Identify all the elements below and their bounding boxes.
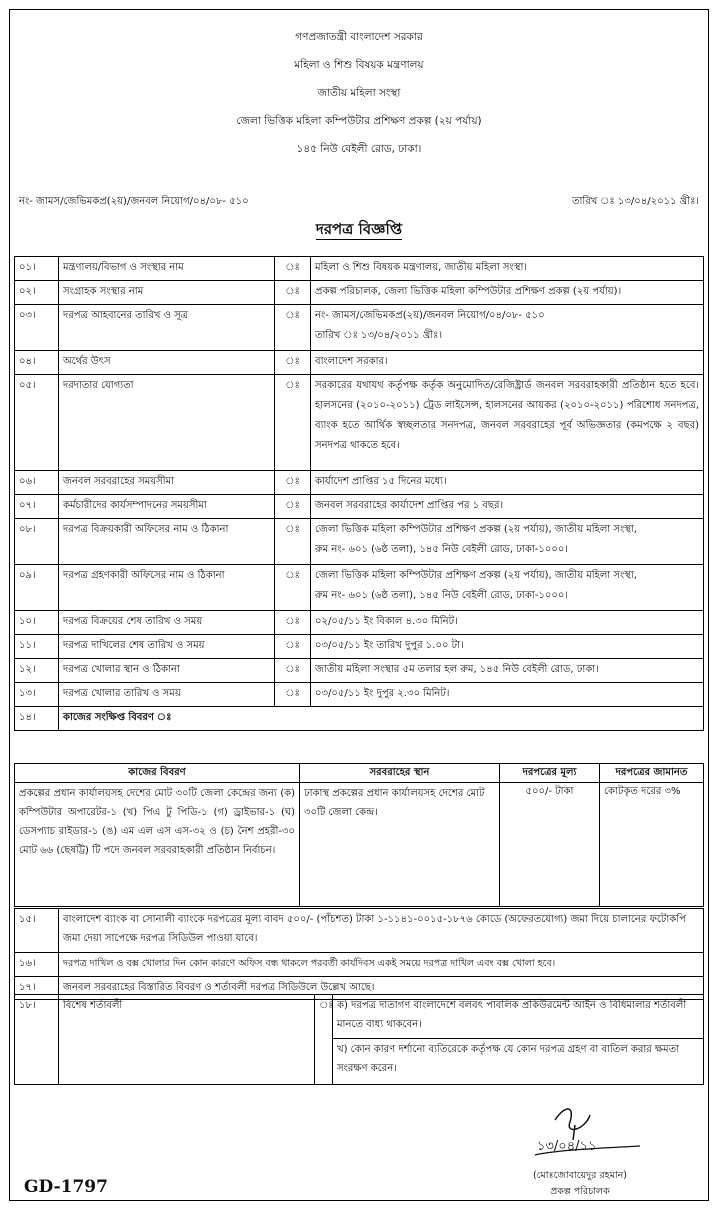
row-value: জাতীয় মহিলা সংস্থার ৫ম তলার হল রুম, ১৪৫ নিউ বেইলী রোড, ঢাকা। (311, 659, 704, 683)
row-value: কার্যাদেশ প্রাপ্তির ১৫ দিনের মধ্যে। (311, 471, 704, 495)
row-label: কর্মচারীদের কার্যসম্পাদনের সময়সীমা (59, 495, 275, 519)
row-number: ০৭। (15, 495, 59, 519)
row-separator: ঃ (275, 495, 311, 519)
row-value: সরকারের যথাযথ কর্তৃপক্ষ কর্তৃক অনুমোদিত/রেজিষ্ট্রার্ড জনবল সরবরাহকারী প্রতিষ্ঠান হতে হবে। হালসনের (২০১০-২০১১) ট্রেড লাইসেন্স, হালসনের আয়কর (২০১০-২০১১) পরিশোধ সনদপত্র, ব্যাংক হতে আর্থিক স্বচ্ছলতার সনদপত্র, জনবল সরবরাহের পূর্ব অভিজ্ঞতার (কমপক্ষে ২ বছর) সনদপত্র থাকতে হবে। (311, 375, 704, 471)
table-row (15, 783, 704, 907)
row-number: ০৮। (15, 519, 59, 565)
table-row (15, 953, 704, 977)
column-header: দরপত্রের মূল্য (500, 764, 600, 783)
column-header: সরবরাহের স্থান (300, 764, 500, 783)
special-condition-a: ক) দরপত্র দাতাগণ বাংলাদেশে বলবৎ পাবলিক প্রকিউরমেন্ট আইন ও বিধিমালার শর্তাবলী মানতে বাধ্য থাকবেন। (333, 995, 704, 1039)
table-row (15, 611, 704, 635)
row-value: মহিলা ও শিশু বিষয়ক মন্ত্রণালয়, জাতীয় মহিলা সংস্থা। (311, 257, 704, 281)
row-number: ১৪। (15, 707, 59, 731)
row-label: সংগ্রাহক সংস্থার নাম (59, 281, 275, 305)
header-agency: জাতীয় মহিলা সংস্থা (317, 87, 401, 99)
signature-icon (515, 1100, 645, 1170)
table-row (15, 565, 704, 611)
row-label: দরপত্র গ্রহণকারী অফিসের নাম ও ঠিকানা (59, 565, 275, 611)
row-value: প্রকল্প পরিচালক, জেলা ভিত্তিক মহিলা কম্পিউটার প্রশিক্ষণ প্রকল্প (২য় পর্যায়)। (311, 281, 704, 305)
table-row (15, 305, 704, 351)
row-number: ০৬। (15, 471, 59, 495)
row-label: দরপত্র খোলার তারিখ ও সময় (59, 683, 275, 707)
row-separator: ঃ (275, 471, 311, 495)
row-label: দরদাতার যোগ্যতা (59, 375, 275, 471)
row-number: ০১। (15, 257, 59, 281)
row-separator: ঃ (275, 565, 311, 611)
row-separator: ঃ (275, 635, 311, 659)
row-value: জনবল সরবরাহের কার্যাদেশ প্রাপ্তির পর ১ বছর। (311, 495, 704, 519)
table-row (15, 659, 704, 683)
row-number: ০২। (15, 281, 59, 305)
row-number: ১১। (15, 635, 59, 659)
terms-table (14, 908, 704, 1000)
table-row (15, 351, 704, 375)
table-row (15, 375, 704, 471)
table-row (15, 707, 704, 731)
row-label: দরপত্র আহবানের তারিখ ও সূত্র (59, 305, 275, 351)
row-value: জেলা ভিত্তিক মহিলা কম্পিউটার প্রশিক্ষণ প্রকল্প (২য় পর্যায়), জাতীয় মহিলা সংস্থা, রুম নং- ৬০১ (৬ষ্ঠ তলা), ১৪৫ নিউ বেইলী রোড, ঢাকা-১০০০। (311, 519, 704, 565)
special-conditions-table (14, 994, 704, 1085)
column-header: দরপত্রের জামানত (600, 764, 704, 783)
row-value: জেলা ভিত্তিক মহিলা কম্পিউটার প্রশিক্ষণ প্রকল্প (২য় পর্যায়), জাতীয় মহিলা সংস্থা, রুম নং- ৬০১ (৬ষ্ঠ তলা), ১৪৫ নিউ বেইলী রোড, ঢাকা-১০০০। (311, 565, 704, 611)
row-separator: ঃ (275, 683, 311, 707)
row-number: ১৫। (15, 909, 59, 953)
tender-details-table (14, 256, 704, 731)
row-separator: ঃ (275, 257, 311, 281)
row-value: জনবল সরবরাহের বিস্তারিত বিবরণ ও শর্তাবলী দরপত্র সিডিউলে উল্লেখ আছে। (59, 977, 704, 1000)
row-value: দরপত্র দাখিল ও বক্স খোলার দিন কোন কারণে অফিস বন্ধ থাকলে পরবর্তী কার্যদিবস একই সময়ে দরপত্র দাখিল এবং বক্স খোলা হবে। (59, 953, 704, 977)
table-row (15, 519, 704, 565)
row-label: অর্থের উৎস (59, 351, 275, 375)
row-separator: ঃ (315, 995, 333, 1085)
column-header: কাজের বিবরণ (15, 764, 300, 783)
reference-number: নং- জামস/জেভিমকপ্র(২য়)/জনবল নিয়োগ/০৪/০৮- ৫১০ (19, 196, 249, 207)
work-description: প্রকল্পের প্রধান কার্যালয়সহ দেশের মোট ৩০টি জেলা কেন্দ্রের জন্য (ক) কম্পিউটার অপারেটর-১ (খ) পিএ টু পিডি-১ (গ) ড্রাইভার-১ (ঘ) ডেসপ্যাচ রাইডার-১ (ঙ) এম এল এস এস-৩২ ও (চ) নৈশ প্রহরী-৩০ মোট ৬৬ (ছেষট্টি) টি পদে জনবল সরবরাহকারী প্রতিষ্ঠান নির্বাচন। (15, 783, 300, 907)
supply-place: ঢাকাস্থ প্রকল্পের প্রধান কার্যালয়সহ দেশের মোট ৩০টি জেলা কেন্দ্র। (300, 783, 500, 907)
table-row (15, 909, 704, 953)
header-govt: গণপ্রজাতন্ত্রী বাংলাদেশ সরকার (295, 31, 423, 43)
row-number: ০৩। (15, 305, 59, 351)
tender-security: কোটকৃত দরের ৩% (600, 783, 704, 907)
row-number: ১০। (15, 611, 59, 635)
row-number: ০৫। (15, 375, 59, 471)
row-value: ০৩/০৫/১১ ইং দুপুর ২.৩০ মিনিট। (311, 683, 704, 707)
gd-code: GD-1797 (24, 1177, 108, 1197)
row-label: দরপত্র খোলার স্থান ও ঠিকানা (59, 659, 275, 683)
tender-price: ৫০০/- টাকা (500, 783, 600, 907)
row-label: মন্ত্রণালয়/বিভাগ ও সংস্থার নাম (59, 257, 275, 281)
reference-date: তারিখ ঃ ১৩/০৪/২০১১ খ্রীঃ। (571, 196, 699, 207)
header-ministry: মহিলা ও শিশু বিষয়ক মন্ত্রণালয় (294, 59, 424, 71)
table-row (15, 495, 704, 519)
special-condition-b: খ) কোন কারণ দর্শানো ব্যতিরেকে কর্তৃপক্ষ যে কোন দরপত্র গ্রহণ বা বাতিল করার ক্ষমতা সংরক্ষণ করেন। (333, 1039, 704, 1085)
row-label: বিশেষ শর্তাবলী (59, 995, 315, 1085)
row-label: দরপত্র বিক্রয়কারী অফিসের নাম ও ঠিকানা (59, 519, 275, 565)
row-separator: ঃ (275, 281, 311, 305)
table-row (15, 683, 704, 707)
row-value: নং- জামস/জেভিমকপ্র(২য়)/জনবল নিয়োগ/০৪/০৮- ৫১০ তারিখ ঃ ১৩/০৪/২০১১ খ্রীঃ। (311, 305, 704, 351)
signatory-block (480, 1168, 680, 1200)
table-row (15, 635, 704, 659)
row-separator: ঃ (275, 659, 311, 683)
row-number: ১২। (15, 659, 59, 683)
row-number: ১৬। (15, 953, 59, 977)
row-number: ১৮। (15, 995, 59, 1085)
row-separator: ঃ (275, 351, 311, 375)
row-value: বাংলাদেশ ব্যাংক বা সোনালী ব্যাংকে দরপত্রের মূল্য বাবদ ৫০০/- (পাঁচশত) টাকা ১-১১৪১-০০১৫-১৮৭৬ কোডে (অফেরতযোগ্য) জমা দিয়ে চালানের ফটোকপি জমা দেয়া সাপেক্ষে দরপত্র সিডিউল পাওয়া যাবে। (59, 909, 704, 953)
row-number: ০৪। (15, 351, 59, 375)
row-label: দরপত্র দাখিলের শেষ তারিখ ও সময় (59, 635, 275, 659)
row-number: ১৩। (15, 683, 59, 707)
signatory-designation: প্রকল্প পরিচালক (550, 1186, 610, 1197)
row-separator: ঃ (275, 519, 311, 565)
notice-title: দরপত্র বিজ্ঞপ্তি (315, 220, 403, 238)
row-separator: ঃ (275, 305, 311, 351)
table-row (15, 281, 704, 305)
row-number: ১৭। (15, 977, 59, 1000)
row-separator: ঃ (275, 611, 311, 635)
row-label: কাজের সংক্ষিপ্ত বিবরণ ঃ (59, 707, 704, 731)
header-project: জেলা ভিত্তিক মহিলা কম্পিউটার প্রশিক্ষণ প্রকল্প (২য় পর্যায়) (236, 115, 482, 127)
row-number: ০৯। (15, 565, 59, 611)
notice-page (9, 9, 709, 1201)
header-address: ১৪৫ নিউ বেইলী রোড, ঢাকা। (296, 143, 422, 155)
signature-date: ১৩/০৪/১১ (537, 1139, 597, 1154)
row-value: বাংলাদেশ সরকার। (311, 351, 704, 375)
table-row (15, 257, 704, 281)
table-row (15, 471, 704, 495)
row-label: দরপত্র বিক্রয়ের শেষ তারিখ ও সময় (59, 611, 275, 635)
row-label: জনবল সরবরাহের সময়সীমা (59, 471, 275, 495)
row-value: ০২/০৫/১১ ইং বিকাল ৪.৩০ মিনিট। (311, 611, 704, 635)
table-header-row (15, 764, 704, 783)
row-value: ০৩/০৫/১১ ইং তারিখ দুপুর ১.০০ টা। (311, 635, 704, 659)
row-separator: ঃ (275, 375, 311, 471)
table-row (15, 995, 704, 1039)
work-description-table (14, 763, 704, 907)
signatory-name: (মোঃজোবায়েদুর রহমান) (532, 1170, 628, 1181)
